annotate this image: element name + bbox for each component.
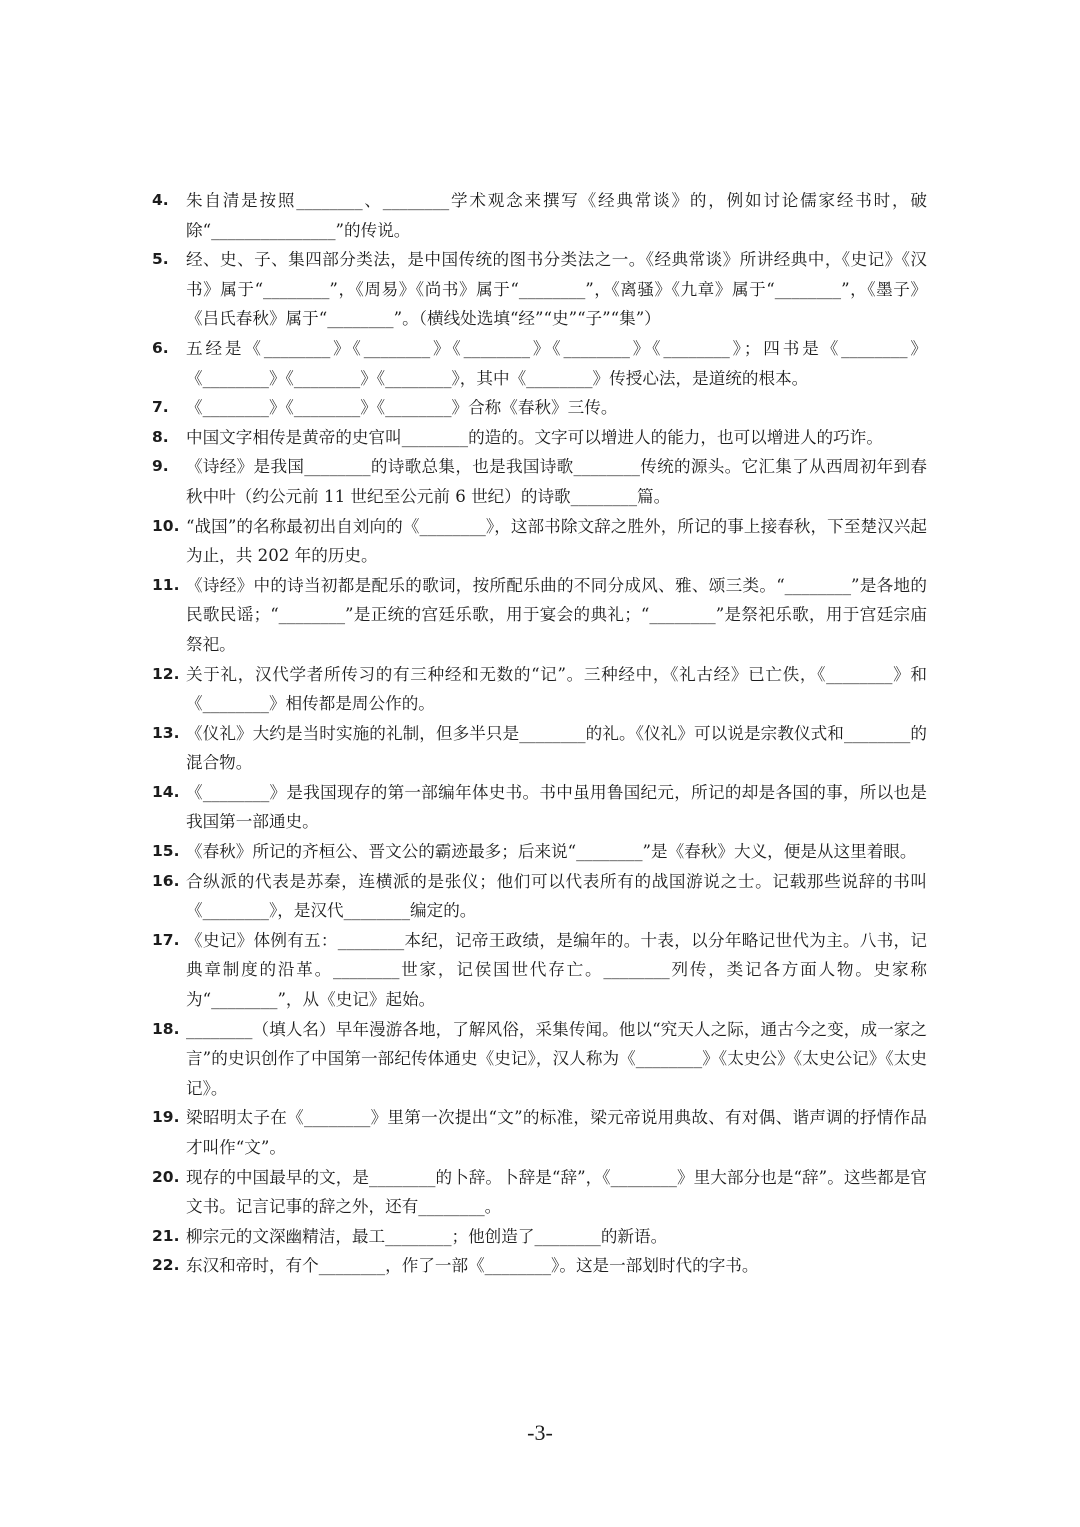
question-text: 《仪礼》大约是当时实施的礼制，但多半只是________的礼。《仪礼》可以说是宗教仪式和________的混合物。	[186, 723, 927, 773]
question-item	[152, 571, 927, 660]
question-text: 柳宗元的文深幽精洁，最工________；他创造了________的新语。	[186, 1226, 668, 1246]
question-item	[152, 926, 927, 1015]
question-text: 合纵派的代表是苏秦，连横派的是张仪；他们可以代表所有的战国游说之士。记载那些说辞的书叫《________》，是汉代________编定的。	[186, 871, 927, 921]
question-text: 朱自清是按照________、________学术观念来撰写《经典常谈》的，例如讨论儒家经书时，破除“_______________”的传说。	[186, 191, 927, 240]
question-item	[152, 660, 927, 719]
question-number: 8.	[152, 427, 169, 446]
question-number: 5.	[152, 250, 169, 269]
question-item	[152, 778, 927, 837]
question-text: 现存的中国最早的文，是________的卜辞。卜辞是“辞”，《________》里大部分也是“辞”。这些都是官文书。记言记事的辞之外，还有________。	[186, 1167, 927, 1217]
question-number: 20.	[152, 1167, 180, 1186]
question-number: 12.	[152, 664, 180, 683]
question-text: 《________》《________》《________》合称《春秋》三传。	[186, 398, 618, 418]
question-number: 6.	[152, 338, 169, 357]
question-number: 17.	[152, 930, 180, 949]
question-item	[152, 452, 927, 511]
question-item	[152, 245, 927, 334]
question-text: 梁昭明太子在《________》里第一次提出“文”的标准，梁元帝说用典故、有对偶、谐声调的抒情作品才叫作“文”。	[186, 1108, 927, 1157]
question-item	[152, 867, 927, 926]
question-item	[152, 512, 927, 571]
question-item	[152, 334, 927, 393]
question-item	[152, 1222, 927, 1252]
question-item	[152, 1251, 927, 1281]
question-item	[152, 186, 927, 245]
question-text: 关于礼，汉代学者所传习的有三种经和无数的“记”。三种经中，《礼古经》已亡佚，《________》和《________》相传都是周公作的。	[186, 664, 927, 714]
question-text: ________（填人名）早年漫游各地，了解风俗，采集传闻。他以“究天人之际，通古今之变，成一家之言”的史识创作了中国第一部纪传体通史《史记》，汉人称为《________》《太史公》《太史公记》《太史记》。	[186, 1019, 927, 1098]
question-number: 22.	[152, 1256, 180, 1275]
question-text: 《诗经》中的诗当初都是配乐的歌词，按所配乐曲的不同分成风、雅、颂三类。“________”是各地的民歌民谣；“________”是正统的宫廷乐歌，用于宴会的典礼；“________”是祭祀乐歌，用于宫廷宗庙祭祀。	[186, 575, 927, 654]
question-number: 18.	[152, 1019, 180, 1038]
question-item	[152, 1103, 927, 1162]
question-text: 《史记》体例有五：________本纪，记帝王政绩，是编年的。十表，以分年略记世代为主。八书，记典章制度的沿革。________世家，记侯国世代存亡。________列传，类记各方面人物。史家称为“________”，从《史记》起始。	[186, 930, 927, 1010]
question-number: 15.	[152, 842, 180, 861]
question-text: 经、史、子、集四部分类法，是中国传统的图书分类法之一。《经典常谈》所讲经典中，《史记》《汉书》属于“________”，《周易》《尚书》属于“________”，《离骚》《九章》属于“________”，《墨子》《吕氏春秋》属于“________”。（横线处选填“经”“史”“子”“集”）	[186, 250, 927, 329]
question-number: 11.	[152, 575, 180, 594]
question-text: 东汉和帝时，有个________，作了一部《________》。这是一部划时代的字书。	[186, 1256, 759, 1276]
question-number: 14.	[152, 782, 180, 801]
question-text: 《春秋》所记的齐桓公、晋文公的霸迹最多；后来说“________”是《春秋》大义，便是从这里着眼。	[186, 842, 917, 862]
question-item	[152, 1163, 927, 1222]
question-item	[152, 837, 927, 867]
question-text: 五经是《________》《________》《________》《________》《________》；四书是《________》《________》《________》《________》，其中《________》传授心法，是道统的根本。	[186, 338, 927, 388]
question-number: 19.	[152, 1108, 180, 1127]
question-item	[152, 393, 927, 423]
question-text: 中国文字相传是黄帝的史官叫________的造的。文字可以增进人的能力，也可以增进人的巧诈。	[186, 427, 883, 447]
question-list	[152, 186, 927, 1281]
question-number: 16.	[152, 871, 180, 890]
question-text: 《________》是我国现存的第一部编年体史书。书中虽用鲁国纪元，所记的却是各国的事，所以也是我国第一部通史。	[186, 782, 927, 832]
page-number: -3-	[527, 1420, 553, 1445]
question-item	[152, 1015, 927, 1104]
question-number: 13.	[152, 723, 180, 742]
question-text: 《诗经》是我国________的诗歌总集，也是我国诗歌________传统的源头。它汇集了从西周初年到春秋中叶（约公元前 11 世纪至公元前 6 世纪）的诗歌________篇。	[186, 457, 927, 506]
question-text: “战国”的名称最初出自刘向的《________》，这部书除文辞之胜外，所记的事上接春秋，下至楚汉兴起为止，共 202 年的历史。	[186, 516, 927, 566]
question-number: 10.	[152, 516, 180, 535]
question-number: 9.	[152, 457, 169, 476]
question-item	[152, 423, 927, 453]
question-number: 4.	[152, 191, 169, 209]
question-item	[152, 719, 927, 778]
question-number: 7.	[152, 398, 169, 417]
question-number: 21.	[152, 1226, 180, 1245]
